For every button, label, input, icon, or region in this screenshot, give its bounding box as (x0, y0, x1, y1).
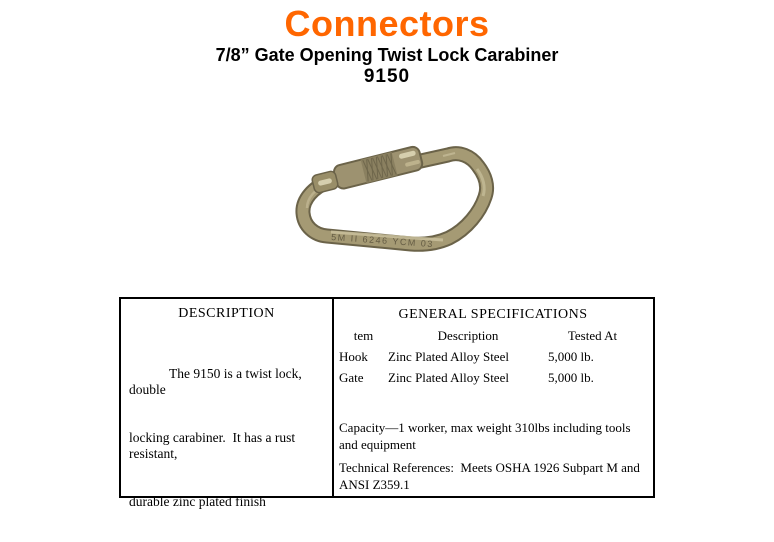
technical-references: Technical References: Meets OSHA 1926 Subpart M and ANSI Z359.1 (339, 460, 643, 492)
specifications-cell (334, 299, 653, 496)
description-cell (121, 299, 334, 509)
spec-col-header-item: tem (353, 328, 374, 343)
spec-table (119, 297, 655, 509)
spec-col-header-description: Description (437, 328, 499, 343)
capacity-note: Capacity—1 worker, max weight 310lbs including tools and equipment (339, 420, 634, 452)
spec-header-row (339, 326, 647, 346)
carabiner-photo (293, 140, 495, 265)
description-line: The 9150 is a twist lock, double (129, 366, 306, 397)
carabiner-image (293, 140, 495, 265)
page-header (0, 4, 774, 88)
specifications-heading: GENERAL SPECIFICATIONS (398, 307, 588, 322)
twist-lock-sleeve (332, 145, 423, 190)
spec-item: Hook (339, 349, 368, 364)
spec-tested-at: 5,000 lb. (548, 370, 594, 385)
spec-row-hook (339, 346, 647, 367)
description-line: locking carabiner. It has a rust resistant, (129, 430, 299, 461)
gate-hinge (311, 170, 339, 193)
page-title: Connectors (284, 3, 490, 44)
description-heading: DESCRIPTION (178, 306, 275, 321)
model-number: 9150 (363, 66, 411, 87)
spec-row-gate (339, 367, 647, 388)
spec-item: Gate (339, 370, 364, 385)
spec-description: Zinc Plated Alloy Steel (388, 349, 509, 364)
description-line: durable zinc plated finish (129, 494, 266, 509)
spec-col-header-tested-at: Tested At (567, 328, 618, 343)
description-text (129, 334, 324, 542)
page-subtitle: 7/8” Gate Opening Twist Lock Carabiner (215, 45, 559, 65)
spec-tested-at: 5,000 lb. (548, 349, 594, 364)
spec-description: Zinc Plated Alloy Steel (388, 370, 509, 385)
stamp-text: 5M II 6246 YCM 03 (330, 232, 435, 250)
